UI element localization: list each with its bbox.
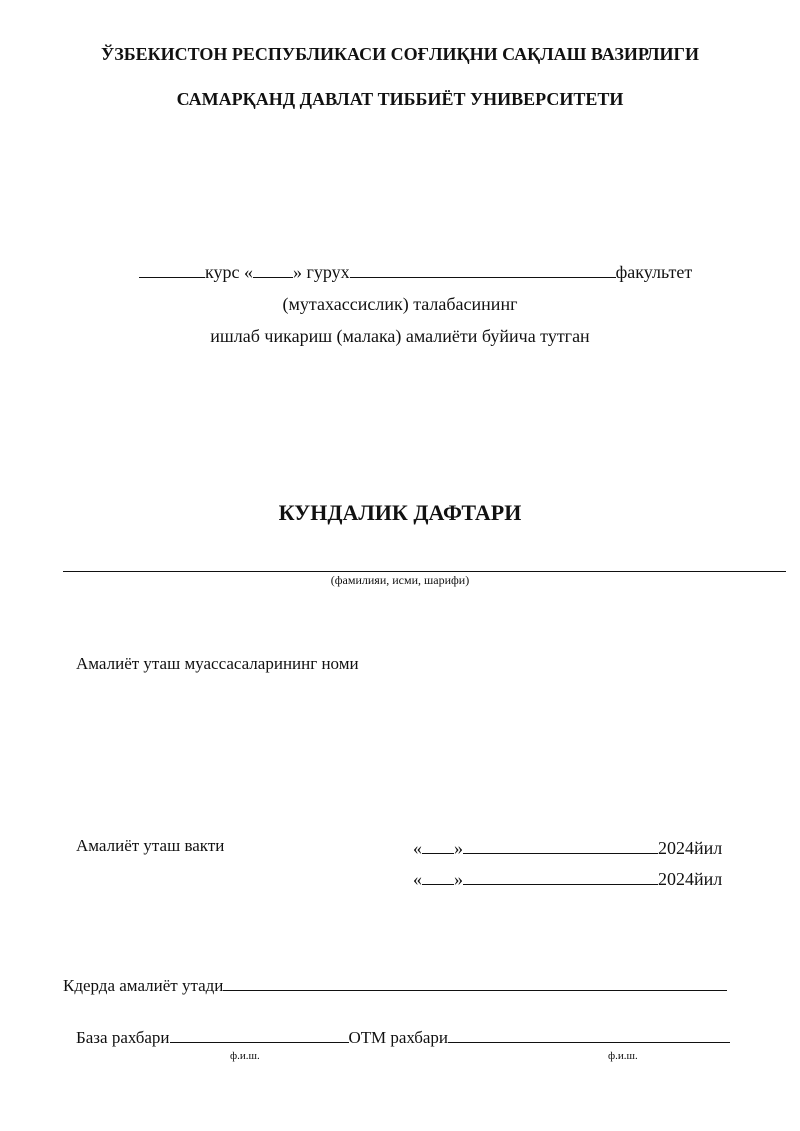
document-title: КУНДАЛИК ДАФТАРИ xyxy=(278,500,522,525)
university-heading: САМАРҚАНД ДАВЛАТ ТИББИЁТ УНИВЕРСИТЕТИ xyxy=(176,89,624,109)
place-row xyxy=(63,976,727,996)
start-day-blank[interactable] xyxy=(422,852,454,854)
place-blank[interactable] xyxy=(223,989,727,991)
full-name-line[interactable] xyxy=(63,571,786,572)
close-quote: » xyxy=(454,869,463,889)
end-month-blank[interactable] xyxy=(463,883,658,885)
course-blank[interactable] xyxy=(139,276,205,278)
period-end-row xyxy=(413,869,722,890)
group-blank[interactable] xyxy=(253,276,293,278)
faculty-blank[interactable] xyxy=(350,276,616,278)
practice-line: ишлаб чикариш (малака) амалиёти буйича тутган xyxy=(210,326,590,346)
signatures-row xyxy=(76,1028,730,1048)
course-group-faculty-line xyxy=(139,262,692,283)
period-start-row xyxy=(413,838,722,859)
ministry-heading: ЎЗБЕКИСТОН РЕСПУБЛИКАСИ СОҒЛИҚНИ САҚЛАШ ВАЗИРЛИГИ xyxy=(100,44,699,64)
otm-head-blank[interactable] xyxy=(448,1041,730,1043)
otm-head-label: ОТМ рахбари xyxy=(348,1028,449,1047)
place-label: Кдерда амалиёт утади xyxy=(63,976,224,995)
base-head-blank[interactable] xyxy=(170,1041,349,1043)
open-quote: « xyxy=(413,838,422,858)
close-quote: » xyxy=(454,838,463,858)
period-label: Амалиёт уташ вакти xyxy=(76,836,225,855)
otm-head-initials-caption: ф.и.ш. xyxy=(608,1050,638,1062)
start-year: 2024йил xyxy=(658,838,723,858)
base-head-initials-caption: ф.и.ш. xyxy=(230,1050,260,1062)
end-year: 2024йил xyxy=(658,869,723,889)
end-day-blank[interactable] xyxy=(422,883,454,885)
institution-label: Амалиёт уташ муассасаларининг номи xyxy=(76,654,359,673)
faculty-label: факультет xyxy=(615,262,693,282)
start-month-blank[interactable] xyxy=(463,852,658,854)
specialty-line: (мутахассислик) талабасининг xyxy=(282,294,518,314)
course-label: курс « xyxy=(205,262,253,282)
open-quote: « xyxy=(413,869,422,889)
group-label: » гурух xyxy=(292,262,350,282)
full-name-caption: (фамилияи, исми, шарифи) xyxy=(330,573,470,587)
base-head-label: База рахбари xyxy=(76,1028,170,1047)
